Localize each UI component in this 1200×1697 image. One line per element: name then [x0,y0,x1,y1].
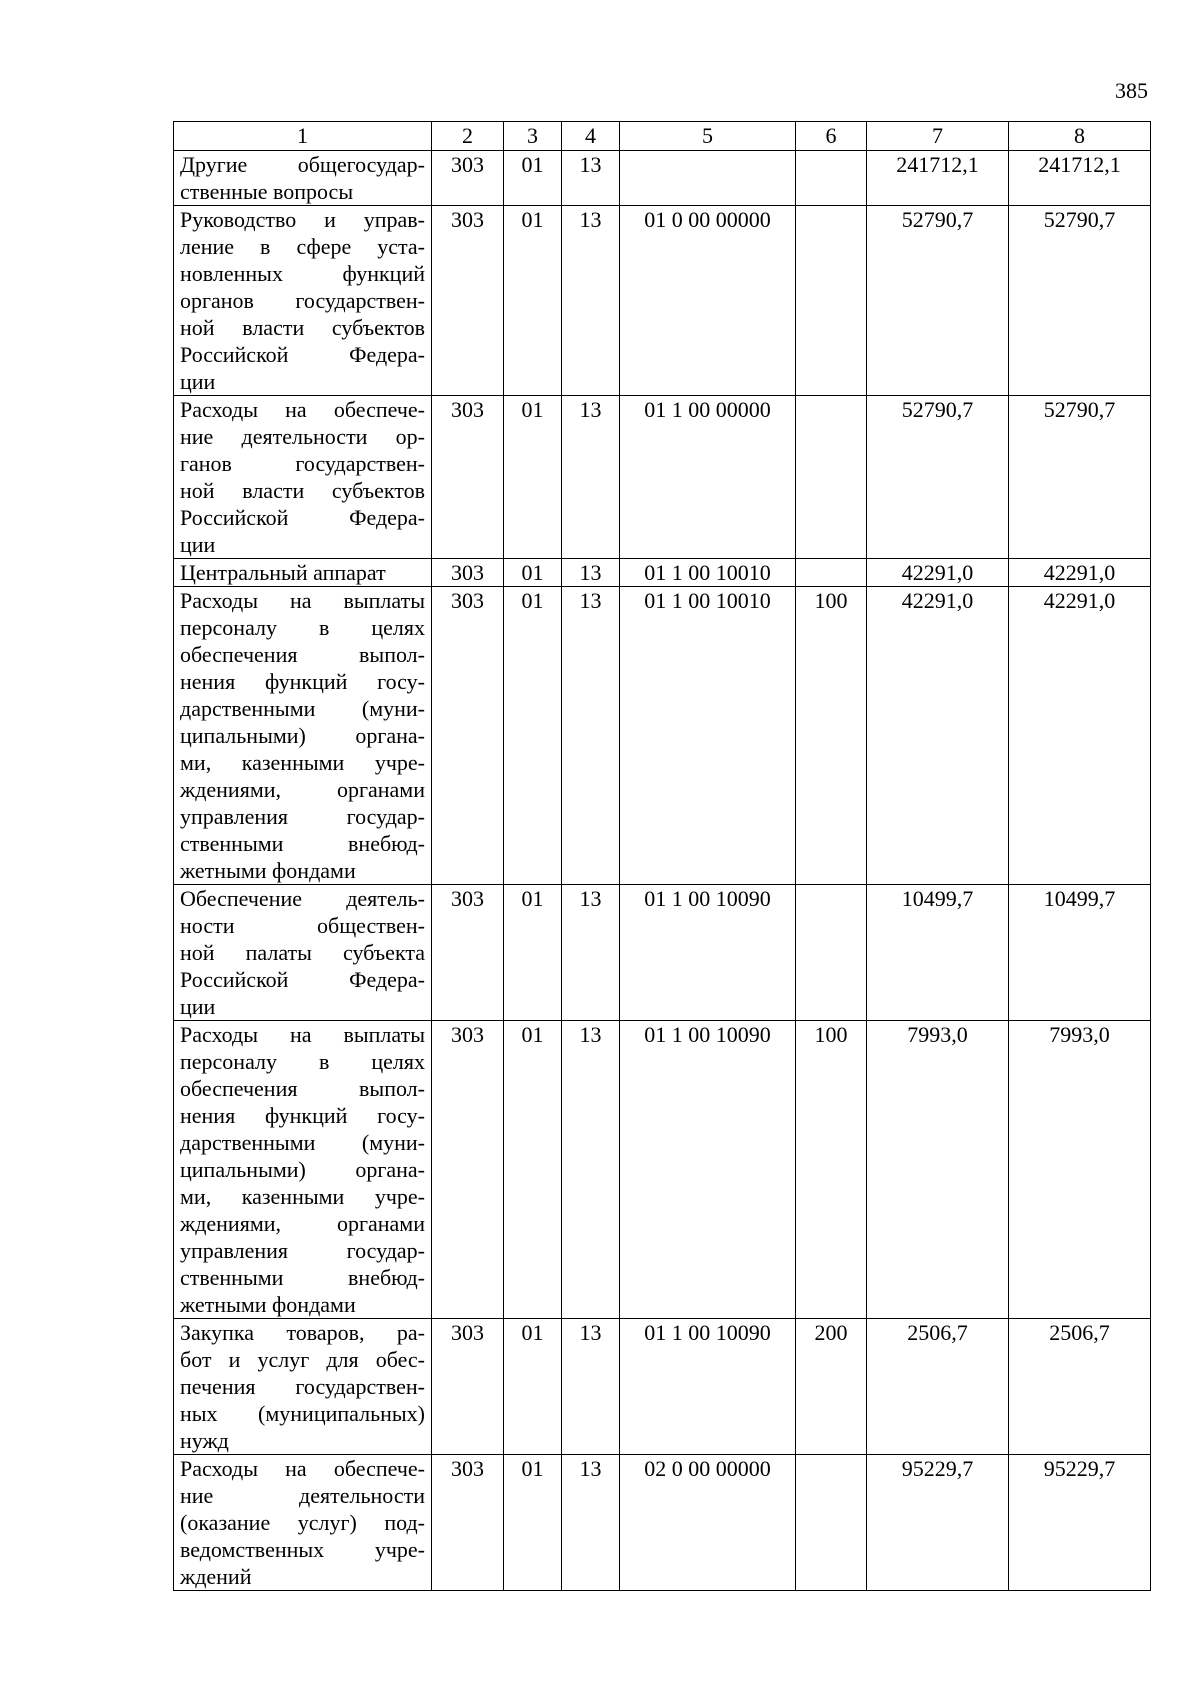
amount-cell: 2506,7 [1009,1319,1151,1455]
expense-name-cell [174,206,432,396]
expense-name-line: дарственными (муни- [180,696,425,721]
expense-name-cell [174,885,432,1021]
expense-name-line: Расходы на обеспече- [180,397,425,422]
expense-name-line: нужд [180,1428,229,1453]
expense-name-line: управления государ- [180,804,425,829]
expense-name-cell [174,1455,432,1591]
subsection-code-cell: 13 [562,885,620,1021]
amount-cell: 2506,7 [867,1319,1009,1455]
expense-name-line: ждениями, органами [180,1211,425,1236]
expense-name-line: Руководство и управ- [180,207,425,232]
expense-name-line: ганов государствен- [180,451,425,476]
target-article-cell: 02 0 00 00000 [620,1455,796,1591]
column-header: 4 [562,122,620,151]
ministry-code-cell: 303 [432,1319,504,1455]
expense-name-line: Закупка товаров, ра- [180,1320,425,1345]
ministry-code-cell: 303 [432,885,504,1021]
expense-name-line: ции [180,532,216,557]
table-row [174,885,1151,1021]
amount-cell: 52790,7 [867,206,1009,396]
expense-name-line: ми, казенными учре- [180,1184,425,1209]
table-row [174,1021,1151,1319]
subsection-code-cell: 13 [562,206,620,396]
section-code-cell: 01 [504,1319,562,1455]
expense-name-line: печения государствен- [180,1374,425,1399]
subsection-code-cell: 13 [562,1455,620,1591]
subsection-code-cell: 13 [562,151,620,206]
section-code-cell: 01 [504,587,562,885]
amount-cell: 42291,0 [1009,587,1151,885]
expense-name-line: ждениями, органами [180,777,425,802]
amount-cell: 10499,7 [1009,885,1151,1021]
expense-name-line: ципальными) органа- [180,1157,425,1182]
expense-type-cell [796,1455,867,1591]
expense-name-line: ственными внебюд- [180,1265,425,1290]
column-header: 2 [432,122,504,151]
amount-cell: 7993,0 [1009,1021,1151,1319]
subsection-code-cell: 13 [562,587,620,885]
expense-name-line: ности обществен- [180,913,425,938]
amount-cell: 52790,7 [867,396,1009,559]
section-code-cell: 01 [504,1021,562,1319]
expense-name-line: Обеспечение деятель- [180,886,425,911]
header-row [174,122,1151,151]
ministry-code-cell: 303 [432,1455,504,1591]
expense-name-line: ции [180,369,216,394]
expense-type-cell [796,885,867,1021]
section-code-cell: 01 [504,151,562,206]
expense-type-cell [796,396,867,559]
expense-name-line: ственные вопросы [180,179,354,204]
table-row [174,206,1151,396]
amount-cell: 10499,7 [867,885,1009,1021]
expense-name-cell [174,587,432,885]
target-article-cell: 01 1 00 10090 [620,885,796,1021]
expense-name-line: жетными фондами [180,1292,356,1317]
expense-name-line: персоналу в целях [180,1049,425,1074]
expense-name-line: новленных функций [180,261,425,286]
expense-name-line: ной власти субъектов [180,478,425,503]
amount-cell: 52790,7 [1009,396,1151,559]
expense-name-line: нения функций госу- [180,669,425,694]
target-article-cell: 01 1 00 10010 [620,587,796,885]
column-header: 8 [1009,122,1151,151]
expense-type-cell: 100 [796,1021,867,1319]
section-code-cell: 01 [504,559,562,587]
expense-name-line: Расходы на обеспече- [180,1456,425,1481]
expense-name-line: ной палаты субъекта [180,940,425,965]
subsection-code-cell: 13 [562,396,620,559]
expense-type-cell [796,151,867,206]
expense-name-line: дарственными (муни- [180,1130,425,1155]
column-header: 3 [504,122,562,151]
expense-type-cell [796,206,867,396]
amount-cell: 52790,7 [1009,206,1151,396]
expense-name-line: ции [180,994,216,1019]
expense-name-line: (оказание услуг) под- [180,1510,425,1535]
ministry-code-cell: 303 [432,1021,504,1319]
table-row [174,587,1151,885]
expense-name-line: ние деятельности [180,1483,425,1508]
amount-cell: 42291,0 [1009,559,1151,587]
budget-table [173,121,1151,1591]
ministry-code-cell: 303 [432,587,504,885]
section-code-cell: 01 [504,1455,562,1591]
expense-name-line: Другие общегосудар- [180,152,425,177]
expense-name-line: Российской Федера- [180,342,425,367]
expense-name-cell [174,396,432,559]
table-row [174,1319,1151,1455]
amount-cell: 241712,1 [1009,151,1151,206]
subsection-code-cell: 13 [562,1319,620,1455]
amount-cell: 95229,7 [867,1455,1009,1591]
expense-name-line: обеспечения выпол- [180,642,425,667]
column-header: 7 [867,122,1009,151]
target-article-cell: 01 1 00 10090 [620,1319,796,1455]
table-row [174,396,1151,559]
column-header: 1 [174,122,432,151]
ministry-code-cell: 303 [432,151,504,206]
amount-cell: 42291,0 [867,587,1009,885]
expense-name-cell [174,1319,432,1455]
section-code-cell: 01 [504,206,562,396]
expense-type-cell [796,559,867,587]
expense-name-line: обеспечения выпол- [180,1076,425,1101]
amount-cell: 7993,0 [867,1021,1009,1319]
expense-name-line: нения функций госу- [180,1103,425,1128]
expense-name-line: Расходы на выплаты [180,588,425,613]
ministry-code-cell: 303 [432,206,504,396]
amount-cell: 95229,7 [1009,1455,1151,1591]
column-header: 6 [796,122,867,151]
expense-name-line: органов государствен- [180,288,425,313]
expense-name-line: Расходы на выплаты [180,1022,425,1047]
expense-name-cell [174,1021,432,1319]
table-row [174,1455,1151,1591]
expense-name-line: ципальными) органа- [180,723,425,748]
expense-name-line: жетными фондами [180,858,356,883]
amount-cell: 42291,0 [867,559,1009,587]
expense-name-line: ми, казенными учре- [180,750,425,775]
expense-name-line: ление в сфере уста- [180,234,425,259]
table-row [174,151,1151,206]
column-header: 5 [620,122,796,151]
expense-name-line: ных (муниципальных) [180,1401,425,1426]
expense-name-line: Центральный аппарат [180,560,386,585]
expense-name-line: ной власти субъектов [180,315,425,340]
table-row [174,559,1151,587]
target-article-cell: 01 1 00 00000 [620,396,796,559]
page-number: 385 [1115,78,1148,103]
subsection-code-cell: 13 [562,1021,620,1319]
subsection-code-cell: 13 [562,559,620,587]
expense-name-line: ние деятельности ор- [180,424,425,449]
expense-name-cell [174,559,432,587]
expense-name-line: ведомственных учре- [180,1537,425,1562]
target-article-cell: 01 1 00 10010 [620,559,796,587]
target-article-cell: 01 1 00 10090 [620,1021,796,1319]
ministry-code-cell: 303 [432,396,504,559]
expense-name-cell [174,151,432,206]
expense-name-line: Российской Федера- [180,967,425,992]
expense-type-cell: 200 [796,1319,867,1455]
expense-name-line: бот и услуг для обес- [180,1347,425,1372]
expense-type-cell: 100 [796,587,867,885]
expense-name-line: управления государ- [180,1238,425,1263]
table-body [174,151,1151,1591]
section-code-cell: 01 [504,396,562,559]
expense-name-line: ждений [180,1564,252,1589]
ministry-code-cell: 303 [432,559,504,587]
expense-name-line: ственными внебюд- [180,831,425,856]
target-article-cell [620,151,796,206]
expense-name-line: персоналу в целях [180,615,425,640]
expense-name-line: Российской Федера- [180,505,425,530]
section-code-cell: 01 [504,885,562,1021]
target-article-cell: 01 0 00 00000 [620,206,796,396]
amount-cell: 241712,1 [867,151,1009,206]
